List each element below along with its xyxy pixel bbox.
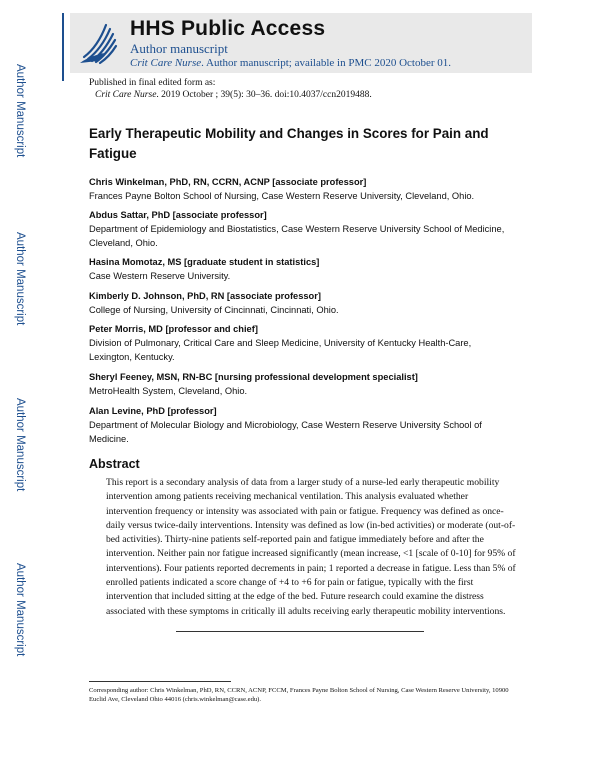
citation-line	[95, 90, 372, 100]
author-affiliation: College of Nursing, University of Cincinnati, Cincinnati, Ohio.	[89, 305, 339, 315]
author-affiliation: Division of Pulmonary, Critical Care and Sleep Medicine, University of Kentucky Health-Care, Lexington, Kentucky.	[89, 338, 472, 362]
header-title: HHS Public Access	[130, 17, 326, 40]
author-affiliation: Case Western Reserve University.	[89, 271, 231, 281]
corresponding-author-footnote: Corresponding author: Chris Winkelman, PhD, RN, CCRN, ACNP, FCCM, Frances Payne Bolton School of Nursing, Case Western Reserve University, 10900 Euclid Ave, Cleveland Ohio 44016 (chris.winkelman@case.edu).	[89, 687, 509, 704]
author-name: Sheryl Feeney, MSN, RN-BC [nursing professional development specialist]	[89, 372, 418, 382]
citation-details: . 2019 October ; 39(5): 30–36. doi:10.4037/ccn2019488.	[156, 90, 372, 100]
sidebar-label-author-manuscript: Author Manuscript	[14, 398, 26, 492]
author-affiliation: Department of Molecular Biology and Microbiology, Case Western Reserve University School of Medicine.	[89, 420, 482, 444]
sidebar-label-author-manuscript: Author Manuscript	[14, 563, 26, 657]
citation-journal: Crit Care Nurse	[95, 90, 157, 100]
author-name: Hasina Momotaz, MS [graduate student in statistics]	[89, 257, 320, 267]
author-block	[89, 289, 509, 317]
sidebar-label-author-manuscript: Author Manuscript	[14, 232, 26, 326]
author-name: Abdus Sattar, PhD [associate professor]	[89, 210, 267, 220]
author-block	[89, 255, 509, 283]
author-block	[89, 370, 509, 398]
footnote-divider	[89, 681, 231, 682]
abstract-text: This report is a secondary analysis of data from a larger study of a nurse-led early therapeutic mobility intervention among patients receiving mechanical ventilation. This analysis evaluated whether intervention frequency or intensity was associated with pain or fatigue. Frequency was defined as once-daily versus twice-daily interventions. Intensity was defined as low (in-bed activities) or moderate (out-of-bed activities). Thirty-nine patients self-reported pain and fatigue immediately before and after the intervention. Neither pain nor fatigue increased significantly (mean increase, <1 [scale of 0-10] for 95% of interventions). Four patients reported decrements in pain; 1 reported a decrease in fatigue. Less than 5% of enrolled patients indicated a score change of +4 to +6 for pain or fatigue, typically with the first intervention that included sitting at the edge of the bed. Future research could examine the distress associated with these symptoms in critically ill adults receiving early therapeutic mobility interventions.	[106, 477, 516, 617]
author-block	[89, 322, 509, 364]
author-block	[89, 404, 509, 446]
author-name: Peter Morris, MD [professor and chief]	[89, 324, 258, 334]
published-line: Published in final edited form as:	[89, 78, 216, 88]
author-name: Alan Levine, PhD [professor]	[89, 406, 217, 416]
author-name: Kimberly D. Johnson, PhD, RN [associate professor]	[89, 291, 321, 301]
header-subtitle: Author manuscript	[130, 41, 228, 56]
section-divider	[176, 631, 424, 632]
header-journal: Crit Care Nurse	[130, 57, 202, 69]
author-affiliation: Frances Payne Bolton School of Nursing, Case Western Reserve University, Cleveland, Ohio.	[89, 191, 475, 201]
author-block	[89, 208, 509, 250]
author-affiliation: Department of Epidemiology and Biostatistics, Case Western Reserve University School of Medicine, Cleveland, Ohio.	[89, 224, 505, 248]
author-block	[89, 175, 509, 203]
abstract-heading: Abstract	[89, 457, 140, 471]
header-availability-text: . Author manuscript; available in PMC 2020 October 01.	[201, 57, 452, 69]
hhs-eagle-icon	[74, 17, 120, 67]
page-title: Early Therapeutic Mobility and Changes in Scores for Pain and Fatigue	[89, 126, 489, 161]
header-availability	[130, 57, 451, 69]
sidebar-label-author-manuscript: Author Manuscript	[14, 64, 26, 158]
author-affiliation: MetroHealth System, Cleveland, Ohio.	[89, 386, 248, 396]
author-name: Chris Winkelman, PhD, RN, CCRN, ACNP [associate professor]	[89, 177, 367, 187]
header-accent-line	[62, 13, 64, 81]
